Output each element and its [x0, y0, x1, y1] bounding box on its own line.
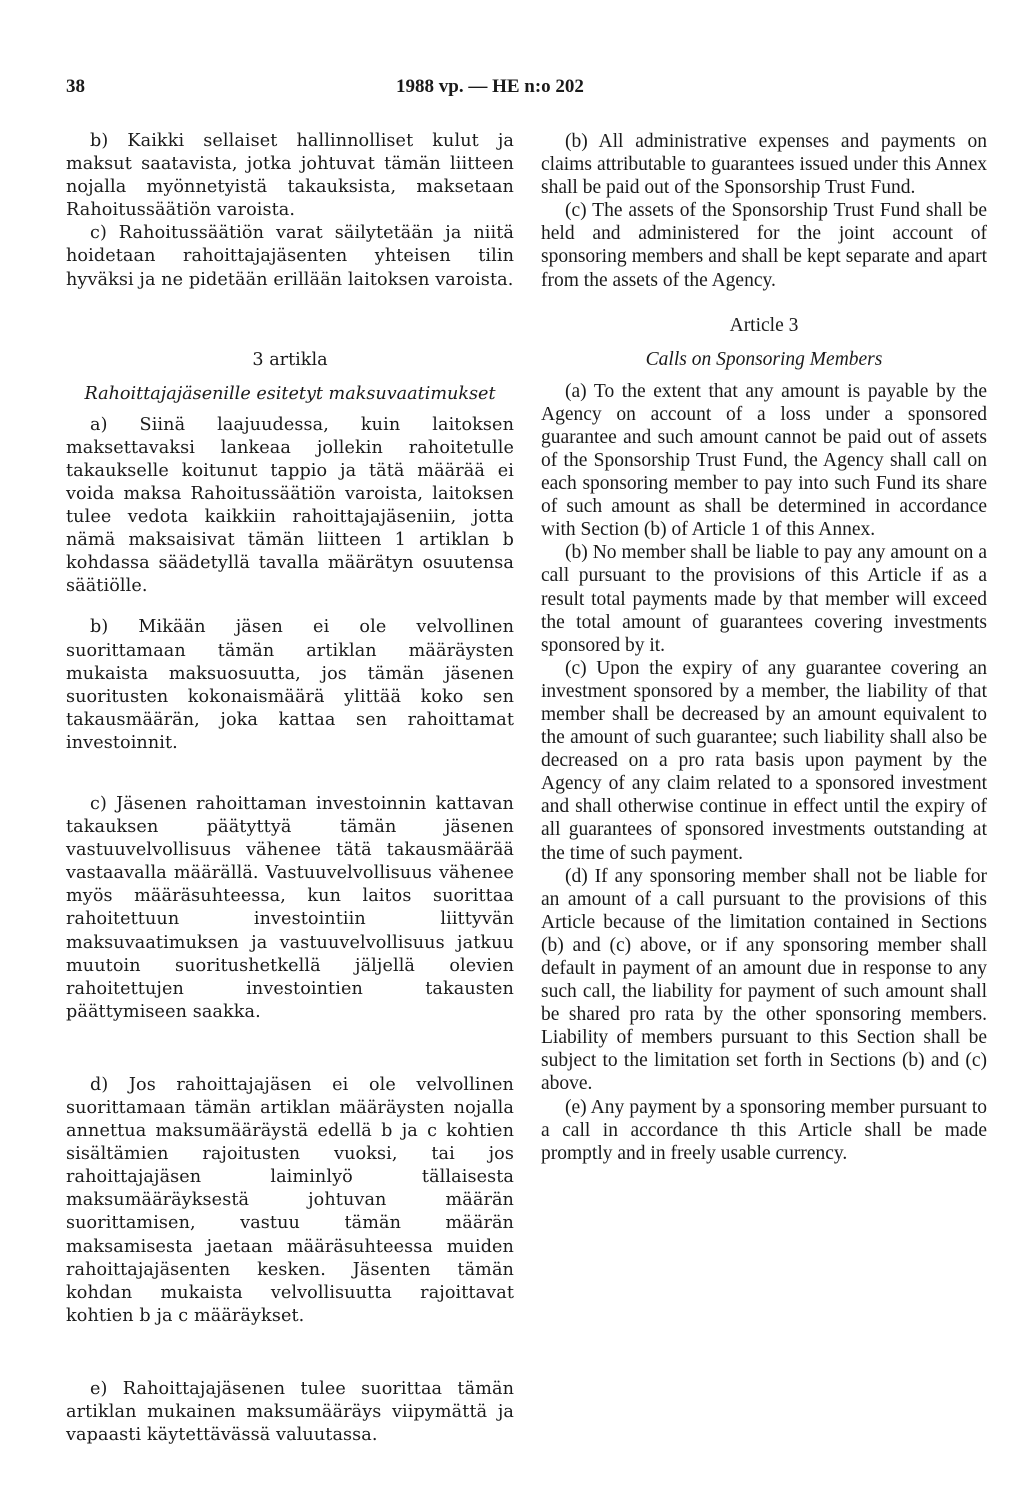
running-head: 1988 vp. — HE n:o 202: [396, 76, 584, 97]
en-para-b: (b) No member shall be liable to pay any amount on a call pursuant to the provisions of this Article if as a result total payments made by that member will exceed the total amount of guarantees covering investments sponsored by it.: [541, 542, 987, 656]
fi-intro-c: c) Rahoitussäätiön varat säilytetään ja niitä hoidetaan rahoittajajäsenten yhteisen tilin hyväksi ja ne pidetään erillään laitoksen varoista.: [66, 223, 514, 290]
fi-article-title: Rahoittajajäsenille esitetyt maksuvaatimukset: [84, 383, 496, 404]
fi-article-heading: 3 artikla: [252, 349, 328, 370]
fi-intro-b: b) Kaikki sellaiset hallinnolliset kulut ja maksut saatavista, jotka johtuvat tämän liitteen nojalla myönnetyistä takauksista, maksetaan Rahoitussäätiön varoista.: [66, 131, 514, 221]
page-number: 38: [66, 76, 85, 97]
fi-para-a: a) Siinä laajuudessa, kuin laitoksen maksettavaksi lankeaa jollekin rahoitetulle takaukselle koitunut tappio ja tätä määrää ei voida maksa Rahoitussäätiön varoista, laitoksen tulee vedota kaikkiin rahoittajajäseniin, jotta nämä maksaisivat tämän liitteen 1 artiklan b kohdassa säädetyllä tavalla määrätyn osuutensa säätiölle.: [66, 414, 514, 597]
en-para-e: (e) Any payment by a sponsoring member pursuant to a call in accordance th this Article shall be made promptly and in freely usable currency.: [541, 1096, 987, 1164]
english-column: [541, 130, 987, 1165]
fi-para-e: e) Rahoittajajäsenen tulee suorittaa tämän artiklan mukainen maksumääräys viipymättä ja vapaasti käytettävässä valuutassa.: [66, 1378, 514, 1446]
en-intro-b: (b) All administrative expenses and payments on claims attributable to guarantees issued under this Annex shall be paid out of the Sponsorship Trust Fund.: [541, 131, 987, 199]
fi-para-d: d) Jos rahoittajajäsen ei ole velvollinen suorittamaan tämän artiklan määräysten nojalla annettua maksumääräystä edellä b ja c kohtien sisältämien rajoitusten vuoksi, tai jos rahoittajajäsen laiminlyö tällaisesta maksumääräyksestä johtuvan määrän suorittamisen, vastuu tämän määrän maksamisesta jaetaan määräsuhteessa muiden rahoittajajäsenten kesken. Jäsenten tämän kohdan mukaista velvollisuutta rajoittavat kohtien b ja c määräykset.: [66, 1074, 514, 1326]
page-header: [66, 76, 966, 102]
en-article-heading: Article 3: [729, 314, 799, 336]
en-para-a: (a) To the extent that any amount is payable by the Agency on account of a loss under a sponsored guarantee and such amount cannot be paid out of assets of the Sponsorship Trust Fund, the Agency shall call on each sponsoring member to pay into such Fund its share of such amount as shall be determined in accordance with Section (b) of Article 1 of this Annex.: [541, 380, 987, 541]
finnish-column: [66, 130, 514, 1447]
en-para-d: (d) If any sponsoring member shall not be liable for an amount of a call pursuant to the provisions of this Article because of the limitation contained in Sections (b) and (c) above, or if any sponsoring member shall default in payment of an amount due in response to any such call, the liability for payment of such amount shall be shared pro rata by the other sponsoring members. Liability of members pursuant to this Section shall be subject to the limitation set forth in Sections (b) and (c) above.: [541, 865, 987, 1095]
en-para-c: (c) Upon the expiry of any guarantee covering an investment sponsored by a member, the liability of that member shall be decreased by an amount equivalent to the amount of such guarantee; such liability shall also be decreased on a pro rata basis upon payment by the Agency of any claim related to a sponsored investment and shall otherwise continue in effect until the expiry of all guarantees of sponsored investments outstanding at the time of such payment.: [541, 657, 987, 864]
fi-para-b: b) Mikään jäsen ei ole velvollinen suorittamaan tämän artiklan määräysten mukaista maksuosuutta, jos tämän jäsenen suoritusten kokonaismäärä ylittää koko sen takausmäärän, joka kattaa sen rahoittamat investoinnit.: [66, 617, 514, 753]
fi-para-c: c) Jäsenen rahoittaman investoinnin kattavan takauksen päätyttyä tämän jäsenen vastuuvelvollisuus vähenee tätä takausmäärää vastaavalla määrällä. Vastuuvelvollisuus vähenee myös määräsuhteessa, kun laitos suorittaa rahoitettuun investointiin liittyvän maksuvaatimuksen ja vastuuvelvollisuus jatkuu muutoin suoritushetkellä jäljellä olevien rahoitettujen investointien takausten päättymiseen saakka.: [66, 793, 514, 1022]
en-intro-c: (c) The assets of the Sponsorship Trust Fund shall be held and administered for the joint account of sponsoring members and shall be kept separate and apart from the assets of the Agency.: [541, 200, 987, 291]
en-article-title: Calls on Sponsoring Members: [645, 348, 883, 370]
